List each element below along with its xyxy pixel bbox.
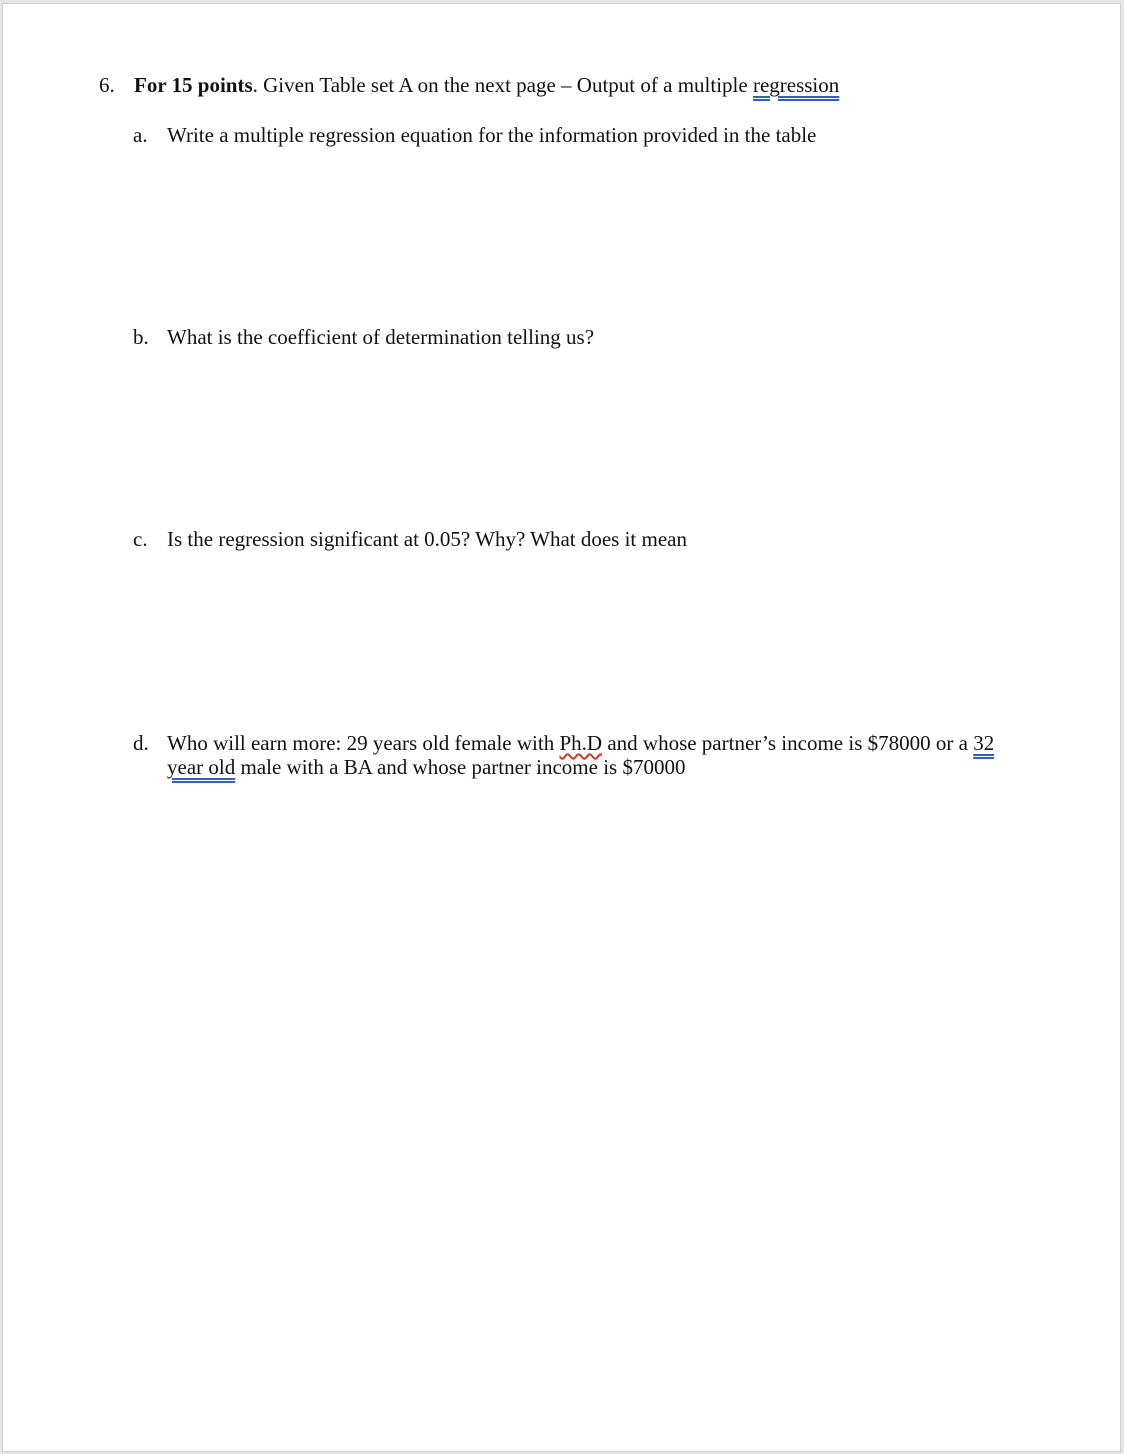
grammar-flagged-word: regression: [752, 73, 840, 97]
part-a-text: Write a multiple regression equation for the information provided in the table: [167, 123, 817, 147]
question-bold-lead: For 15 points: [134, 73, 253, 97]
part-b-text: What is the coefficient of determination telling us?: [167, 325, 595, 349]
grammar-flagged-phrase: year old: [167, 755, 236, 779]
part-d-letter: d.: [133, 731, 149, 755]
part-b-letter: b.: [133, 325, 149, 349]
question-intro: . Given Table set A on the next page – Output of a multiple: [252, 73, 753, 97]
part-c-text: Is the regression significant at 0.05? Why? What does it mean: [167, 527, 687, 551]
question-number: 6.: [99, 73, 115, 97]
document-page: [2, 3, 1121, 1452]
part-d-text-a: Who will earn more: 29 years old female with: [167, 731, 560, 755]
spelling-flagged-word: Ph.D: [559, 731, 603, 755]
part-d-text-line2: [167, 755, 685, 779]
grammar-flagged-number: 32: [973, 731, 995, 755]
part-d-text-b: and whose partner’s income is $78000 or a: [602, 731, 974, 755]
question-text: [134, 73, 839, 97]
part-c-letter: c.: [133, 527, 148, 551]
part-d-text-c: male with a BA and whose partner income is $70000: [235, 755, 686, 779]
part-a-letter: a.: [133, 123, 148, 147]
part-d-text-line1: [167, 731, 994, 755]
